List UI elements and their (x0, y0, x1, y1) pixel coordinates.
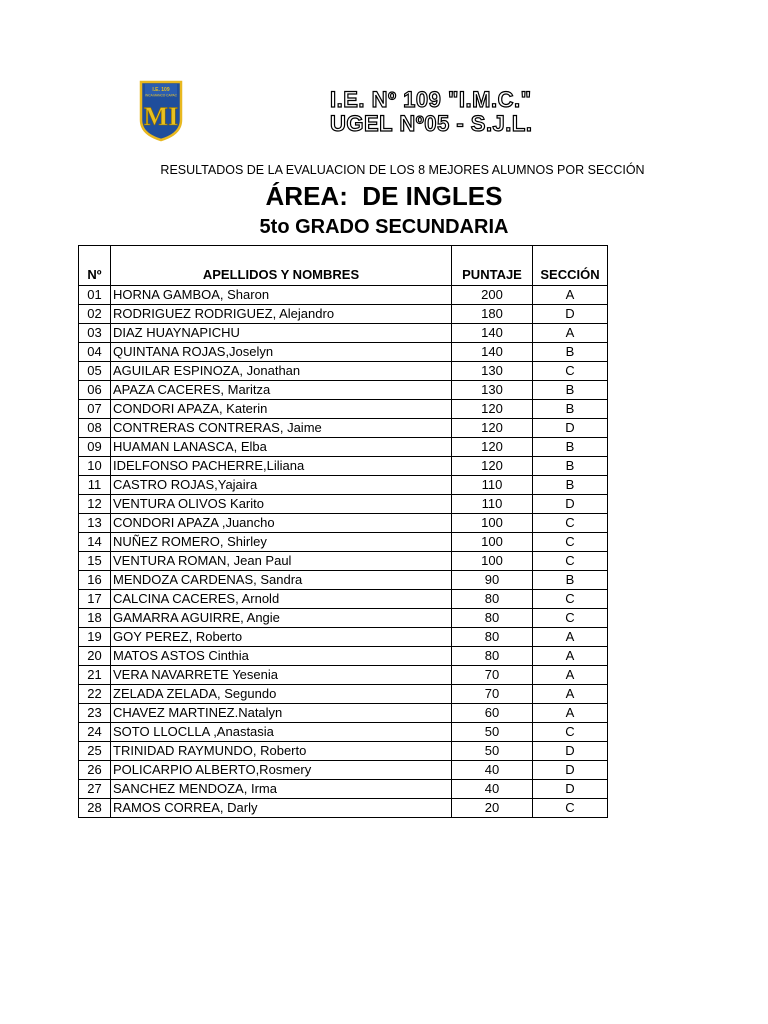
header-score: PUNTAJE (452, 246, 533, 286)
cell-name: DIAZ HUAYNAPICHU (111, 324, 452, 343)
cell-score: 120 (452, 400, 533, 419)
table-row (79, 628, 608, 647)
cell-no: 23 (79, 704, 111, 723)
cell-section: C (533, 590, 608, 609)
results-table (78, 245, 608, 818)
cell-score: 20 (452, 799, 533, 818)
table-row (79, 476, 608, 495)
cell-section: C (533, 552, 608, 571)
cell-name: CONDORI APAZA ,Juancho (111, 514, 452, 533)
cell-score: 50 (452, 723, 533, 742)
cell-section: B (533, 400, 608, 419)
cell-name: CASTRO ROJAS,Yajaira (111, 476, 452, 495)
cell-no: 26 (79, 761, 111, 780)
table-row (79, 286, 608, 305)
cell-name: AGUILAR ESPINOZA, Jonathan (111, 362, 452, 381)
cell-no: 07 (79, 400, 111, 419)
logo-arc-text: I.E. 109 (152, 87, 170, 93)
cell-score: 70 (452, 685, 533, 704)
document-subtitle: RESULTADOS DE LA EVALUACION DE LOS 8 MEJORES ALUMNOS POR SECCIÓN (160, 163, 645, 177)
cell-name: APAZA CACERES, Maritza (111, 381, 452, 400)
cell-score: 40 (452, 780, 533, 799)
logo-sub-text: INCA MANCO CAPAC (145, 93, 177, 98)
cell-name: TRINIDAD RAYMUNDO, Roberto (111, 742, 452, 761)
cell-no: 12 (79, 495, 111, 514)
cell-score: 140 (452, 343, 533, 362)
cell-section: A (533, 685, 608, 704)
cell-score: 110 (452, 476, 533, 495)
cell-score: 70 (452, 666, 533, 685)
cell-section: A (533, 286, 608, 305)
cell-score: 100 (452, 552, 533, 571)
cell-name: MENDOZA CARDENAS, Sandra (111, 571, 452, 590)
table-row (79, 761, 608, 780)
logo-monogram: MI (143, 102, 179, 131)
cell-section: C (533, 514, 608, 533)
cell-section: D (533, 419, 608, 438)
cell-score: 90 (452, 571, 533, 590)
table-row (79, 400, 608, 419)
table-row (79, 533, 608, 552)
grade-title: 5to GRADO SECUNDARIA (259, 216, 509, 238)
cell-name: NUÑEZ ROMERO, Shirley (111, 533, 452, 552)
cell-score: 80 (452, 647, 533, 666)
table-row (79, 704, 608, 723)
cell-no: 08 (79, 419, 111, 438)
cell-no: 13 (79, 514, 111, 533)
cell-score: 200 (452, 286, 533, 305)
cell-name: QUINTANA ROJAS,Joselyn (111, 343, 452, 362)
cell-no: 25 (79, 742, 111, 761)
cell-name: IDELFONSO PACHERRE,Liliana (111, 457, 452, 476)
cell-no: 24 (79, 723, 111, 742)
cell-no: 01 (79, 286, 111, 305)
cell-no: 22 (79, 685, 111, 704)
cell-name: SANCHEZ MENDOZA, Irma (111, 780, 452, 799)
header-no: Nº (79, 246, 111, 286)
cell-section: A (533, 324, 608, 343)
cell-name: HUAMAN LANASCA, Elba (111, 438, 452, 457)
table-row (79, 742, 608, 761)
cell-name: HORNA GAMBOA, Sharon (111, 286, 452, 305)
cell-score: 120 (452, 438, 533, 457)
school-name (330, 88, 590, 136)
cell-no: 03 (79, 324, 111, 343)
cell-score: 130 (452, 381, 533, 400)
table-row (79, 419, 608, 438)
table-row (79, 590, 608, 609)
cell-name: CONDORI APAZA, Katerin (111, 400, 452, 419)
school-line-1: I.E. Nº 109 "I.M.C." (330, 87, 532, 112)
cell-no: 20 (79, 647, 111, 666)
cell-name: RODRIGUEZ RODRIGUEZ, Alejandro (111, 305, 452, 324)
cell-name: MATOS ASTOS Cinthia (111, 647, 452, 666)
cell-section: B (533, 438, 608, 457)
cell-section: D (533, 495, 608, 514)
table-row (79, 362, 608, 381)
table-row (79, 685, 608, 704)
cell-section: C (533, 609, 608, 628)
cell-score: 180 (452, 305, 533, 324)
cell-no: 06 (79, 381, 111, 400)
cell-section: A (533, 666, 608, 685)
cell-no: 17 (79, 590, 111, 609)
table-row (79, 343, 608, 362)
cell-no: 27 (79, 780, 111, 799)
cell-section: B (533, 476, 608, 495)
cell-section: C (533, 723, 608, 742)
cell-no: 05 (79, 362, 111, 381)
cell-name: CALCINA CACERES, Arnold (111, 590, 452, 609)
shield-icon (139, 80, 183, 142)
table-row (79, 552, 608, 571)
cell-section: C (533, 533, 608, 552)
cell-section: C (533, 362, 608, 381)
cell-score: 140 (452, 324, 533, 343)
cell-section: B (533, 457, 608, 476)
cell-name: CHAVEZ MARTINEZ.Natalyn (111, 704, 452, 723)
cell-no: 19 (79, 628, 111, 647)
cell-no: 28 (79, 799, 111, 818)
cell-section: A (533, 628, 608, 647)
table-row (79, 723, 608, 742)
table-row (79, 514, 608, 533)
cell-section: D (533, 305, 608, 324)
cell-name: GAMARRA AGUIRRE, Angie (111, 609, 452, 628)
cell-no: 11 (79, 476, 111, 495)
table-row (79, 324, 608, 343)
cell-score: 110 (452, 495, 533, 514)
cell-no: 10 (79, 457, 111, 476)
table-row (79, 305, 608, 324)
cell-name: VERA NAVARRETE Yesenia (111, 666, 452, 685)
cell-score: 100 (452, 514, 533, 533)
header-section: SECCIÓN (533, 246, 608, 286)
cell-score: 120 (452, 457, 533, 476)
cell-no: 09 (79, 438, 111, 457)
cell-score: 60 (452, 704, 533, 723)
table-row (79, 799, 608, 818)
cell-score: 80 (452, 590, 533, 609)
cell-score: 40 (452, 761, 533, 780)
cell-no: 18 (79, 609, 111, 628)
area-title: ÁREA: DE INGLES (265, 181, 503, 211)
table-row (79, 438, 608, 457)
cell-name: ZELADA ZELADA, Segundo (111, 685, 452, 704)
cell-name: VENTURA ROMAN, Jean Paul (111, 552, 452, 571)
cell-section: D (533, 742, 608, 761)
cell-score: 50 (452, 742, 533, 761)
cell-section: A (533, 647, 608, 666)
cell-section: B (533, 571, 608, 590)
cell-score: 80 (452, 609, 533, 628)
cell-score: 130 (452, 362, 533, 381)
header-name: APELLIDOS Y NOMBRES (111, 246, 452, 286)
cell-section: B (533, 381, 608, 400)
cell-section: B (533, 343, 608, 362)
cell-section: D (533, 761, 608, 780)
cell-no: 02 (79, 305, 111, 324)
school-logo (139, 80, 183, 142)
cell-section: D (533, 780, 608, 799)
cell-no: 21 (79, 666, 111, 685)
table-row (79, 780, 608, 799)
cell-score: 120 (452, 419, 533, 438)
table-row (79, 457, 608, 476)
cell-name: CONTRERAS CONTRERAS, Jaime (111, 419, 452, 438)
cell-section: C (533, 799, 608, 818)
cell-score: 100 (452, 533, 533, 552)
table-row (79, 381, 608, 400)
table-row (79, 571, 608, 590)
cell-name: VENTURA OLIVOS Karito (111, 495, 452, 514)
school-line-2: UGEL Nº05 - S.J.L. (330, 111, 533, 136)
table-row (79, 495, 608, 514)
cell-name: RAMOS CORREA, Darly (111, 799, 452, 818)
cell-score: 80 (452, 628, 533, 647)
table-header-row (79, 246, 608, 286)
table-row (79, 666, 608, 685)
cell-no: 04 (79, 343, 111, 362)
cell-no: 16 (79, 571, 111, 590)
cell-section: A (533, 704, 608, 723)
table-row (79, 647, 608, 666)
cell-name: POLICARPIO ALBERTO,Rosmery (111, 761, 452, 780)
table-row (79, 609, 608, 628)
cell-no: 15 (79, 552, 111, 571)
cell-no: 14 (79, 533, 111, 552)
cell-name: SOTO LLOCLLA ,Anastasia (111, 723, 452, 742)
cell-name: GOY PEREZ, Roberto (111, 628, 452, 647)
